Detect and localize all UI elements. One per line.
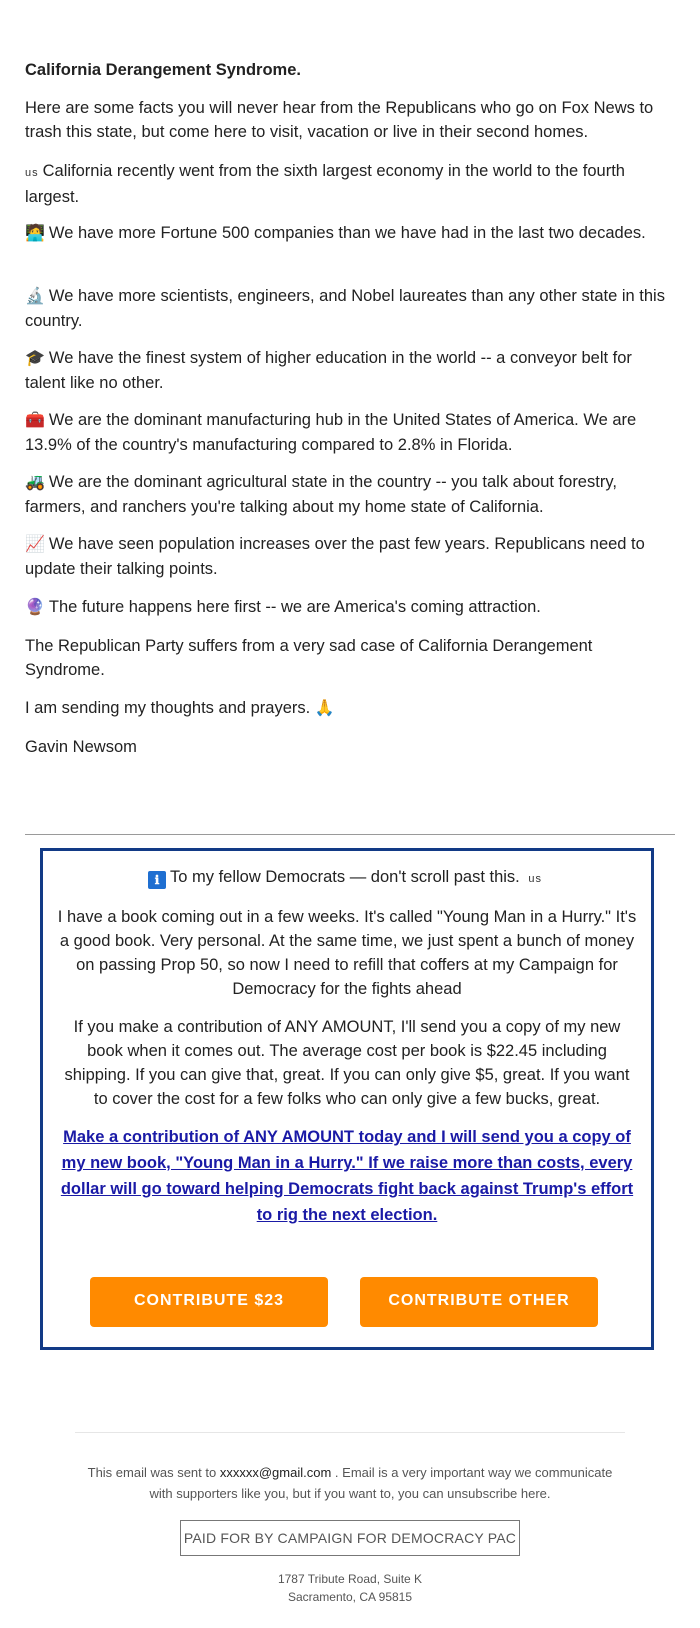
address-line-1: 1787 Tribute Road, Suite K: [277, 1572, 423, 1586]
fact-text: The future happens here first -- we are America's coming attraction.: [48, 598, 541, 616]
crystal-ball-icon: 🔮: [25, 599, 45, 616]
letter-title: California Derangement Syndrome.: [25, 61, 301, 79]
fact-item: [25, 470, 675, 519]
chart-increasing-icon: 📈: [25, 536, 45, 553]
fact-item: [25, 595, 675, 620]
fact-text: We are the dominant agricultural state in the country -- you talk about forestry, farmers, and ranchers you're talking about my home state of California.: [25, 473, 617, 516]
callout-para-contribution: If you make a contribution of ANY AMOUNT, I'll send you a copy of my new book when it comes out. The average cost per book is $22.45 including shipping. If you can give that, great. If you can only give $5, great. If you want to cover the cost for a few folks who can only give a few bucks, great.: [64, 1018, 630, 1108]
graduation-cap-icon: 🎓: [25, 350, 45, 367]
us-flag-icon: us: [25, 167, 39, 179]
fact-item: [25, 408, 675, 457]
footer-divider: [75, 1432, 625, 1433]
fact-text: We have the finest system of higher education in the world -- a conveyor belt for talent like no other.: [25, 349, 632, 392]
paid-for-disclaimer: PAID FOR BY CAMPAIGN FOR DEMOCRACY PAC: [180, 1520, 520, 1556]
signature: Gavin Newsom: [25, 738, 137, 756]
toolbox-icon: 🧰: [25, 412, 45, 429]
fact-text: We have more scientists, engineers, and Nobel laureates than any other state in this country.: [25, 287, 665, 330]
fact-item: [25, 221, 675, 246]
fact-item: [25, 284, 675, 333]
callout-heading-text: To my fellow Democrats — don't scroll past this.: [170, 868, 520, 886]
callout-heading: [57, 865, 637, 891]
contribute-23-button[interactable]: CONTRIBUTE $23: [90, 1277, 328, 1327]
contribution-link[interactable]: Make a contribution of ANY AMOUNT today and I will send you a copy of my new book, "Young Man in a Hurry." If we raise more than costs, every dollar will go toward helping Democrats fight back against Trump's effort to rig the next election.: [60, 1128, 634, 1224]
fact-text: California recently went from the sixth largest economy in the world to the fourth largest.: [25, 162, 625, 206]
fact-text: We are the dominant manufacturing hub in the United States of America. We are 13.9% of the country's manufacturing compared to 2.8% in Florida.: [25, 411, 637, 454]
prayers-line: I am sending my thoughts and prayers.: [25, 699, 311, 717]
footer-notice: [80, 1462, 620, 1504]
letter-intro: Here are some facts you will never hear from the Republicans who go on Fox News to trash this state, but come here to visit, vacation or live in their second homes.: [25, 99, 654, 141]
folded-hands-icon: 🙏: [314, 700, 335, 717]
tractor-icon: 🚜: [25, 474, 45, 491]
prayers-text: [25, 696, 675, 721]
microscope-icon: 🔬: [25, 288, 45, 305]
divider: [25, 834, 675, 835]
fact-item: [25, 159, 675, 209]
footer-sent-prefix: This email was sent to: [87, 1465, 217, 1480]
address-line-2: Sacramento, CA 95815: [287, 1590, 413, 1604]
fact-item: [25, 346, 675, 395]
footer-email[interactable]: xxxxxx@gmail.com: [219, 1465, 332, 1480]
contribute-other-button[interactable]: CONTRIBUTE OTHER: [360, 1277, 598, 1327]
donation-callout: [40, 848, 654, 1350]
callout-para-book: I have a book coming out in a few weeks. It's called "Young Man in a Hurry." It's a good book. Very personal. At the same time, we just spent a bunch of money on passing Prop 50, so now I need to refill that coffers at my Campaign for Democracy for the fights ahead: [57, 908, 637, 998]
mailing-address: [200, 1570, 500, 1606]
info-icon: ℹ: [148, 871, 166, 889]
fact-text: We have more Fortune 500 companies than we have had in the last two decades.: [48, 224, 646, 242]
closing-text: The Republican Party suffers from a very sad case of California Derangement Syndrome.: [25, 637, 593, 679]
fact-text: We have seen population increases over the past few years. Republicans need to update their talking points.: [25, 535, 645, 578]
fact-item: [25, 532, 675, 581]
office-worker-laptop-icon: 🧑‍💻: [25, 225, 45, 242]
us-flag-icon: us: [528, 873, 542, 885]
footer-sent-suffix: . Email is a very important way we communicate with supporters like you, but if you want to, you can unsubscribe here.: [149, 1465, 613, 1501]
